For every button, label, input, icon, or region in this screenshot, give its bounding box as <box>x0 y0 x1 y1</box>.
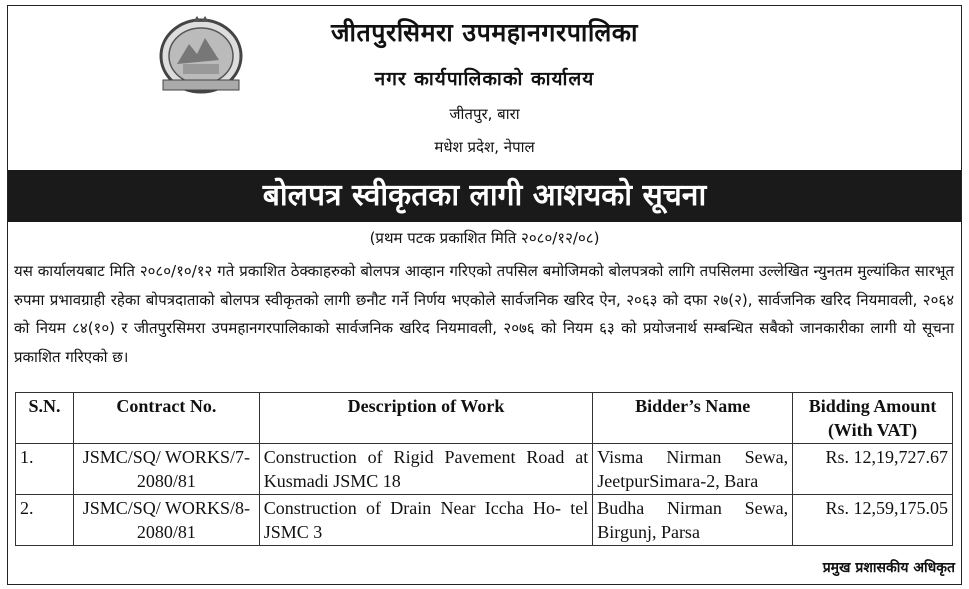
office-city: जीतपुर, बारा <box>449 105 520 123</box>
office-name: नगर कार्यपालिकाको कार्यालय <box>374 68 595 90</box>
row-description: Construction of Rigid Pavement Road at Kusmadi JSMC 18 <box>259 444 593 495</box>
col-header-description: Description of Work <box>259 393 593 444</box>
row-bidder: Budha Nirman Sewa, Birgunj, Parsa <box>593 495 793 546</box>
table-row <box>16 495 953 546</box>
notice-body: यस कार्यालयबाट मिति २०८०/१०/१२ गते प्रकाशित ठेक्काहरुको बोलपत्र आव्हान गरिएको तपसिल बमोजिमको बोलपत्रको लागि तपसिलमा उल्लेखित न्युनतम मुल्यांकित सारभूत रुपमा प्रभावग्राही रहेका बोपत्रदाताको बोलपत्र स्वीकृतको लागी छनौट गर्ने निर्णय भएकोले सार्वजनिक खरिद ऐन, २०६३ को दफा २७(२), सार्वजनिक खरिद नियमावली, २०६४ को नियम ८४(१०) र जीतपुरसिमरा उपमहानगरपालिकाको सार्वजनिक खरिद नियमावली, २०७६ को नियम ६३ को प्रयोजनार्थ सम्बन्धित सबैको जानकारीका लागी यो सूचना प्रकाशित गरिएको छ। <box>14 262 954 366</box>
office-province: मधेश प्रदेश, नेपाल <box>434 138 535 156</box>
bid-table <box>15 392 953 546</box>
row-contract: JSMC/SQ/ WORKS/7-2080/81 <box>73 444 259 495</box>
table-row <box>16 444 953 495</box>
col-header-sn: S.N. <box>16 393 74 444</box>
row-sn: 1. <box>16 444 74 495</box>
notice-title: बोलपत्र स्वीकृतका लागी आशयको सूचना <box>8 170 961 222</box>
publication-date: (प्रथम पटक प्रकाशित मिति २०८०/१२/०८) <box>369 229 600 247</box>
row-contract: JSMC/SQ/ WORKS/8-2080/81 <box>73 495 259 546</box>
row-bidder: Visma Nirman Sewa, JeetpurSimara-2, Bara <box>593 444 793 495</box>
row-amount: Rs. 12,19,727.67 <box>793 444 953 495</box>
col-header-bidder: Bidder’s Name <box>593 393 793 444</box>
col-header-contract: Contract No. <box>73 393 259 444</box>
row-sn: 2. <box>16 495 74 546</box>
row-description: Construction of Drain Near Iccha Ho- tel JSMC 3 <box>259 495 593 546</box>
table-header-row <box>16 393 953 444</box>
organization-name: जीतपुरसिमरा उपमहानगरपालिका <box>331 18 638 47</box>
row-amount: Rs. 12,59,175.05 <box>793 495 953 546</box>
signatory-title: प्रमुख प्रशासकीय अधिकृत <box>822 560 955 576</box>
col-header-amount: Bidding Amount (With VAT) <box>793 393 953 444</box>
